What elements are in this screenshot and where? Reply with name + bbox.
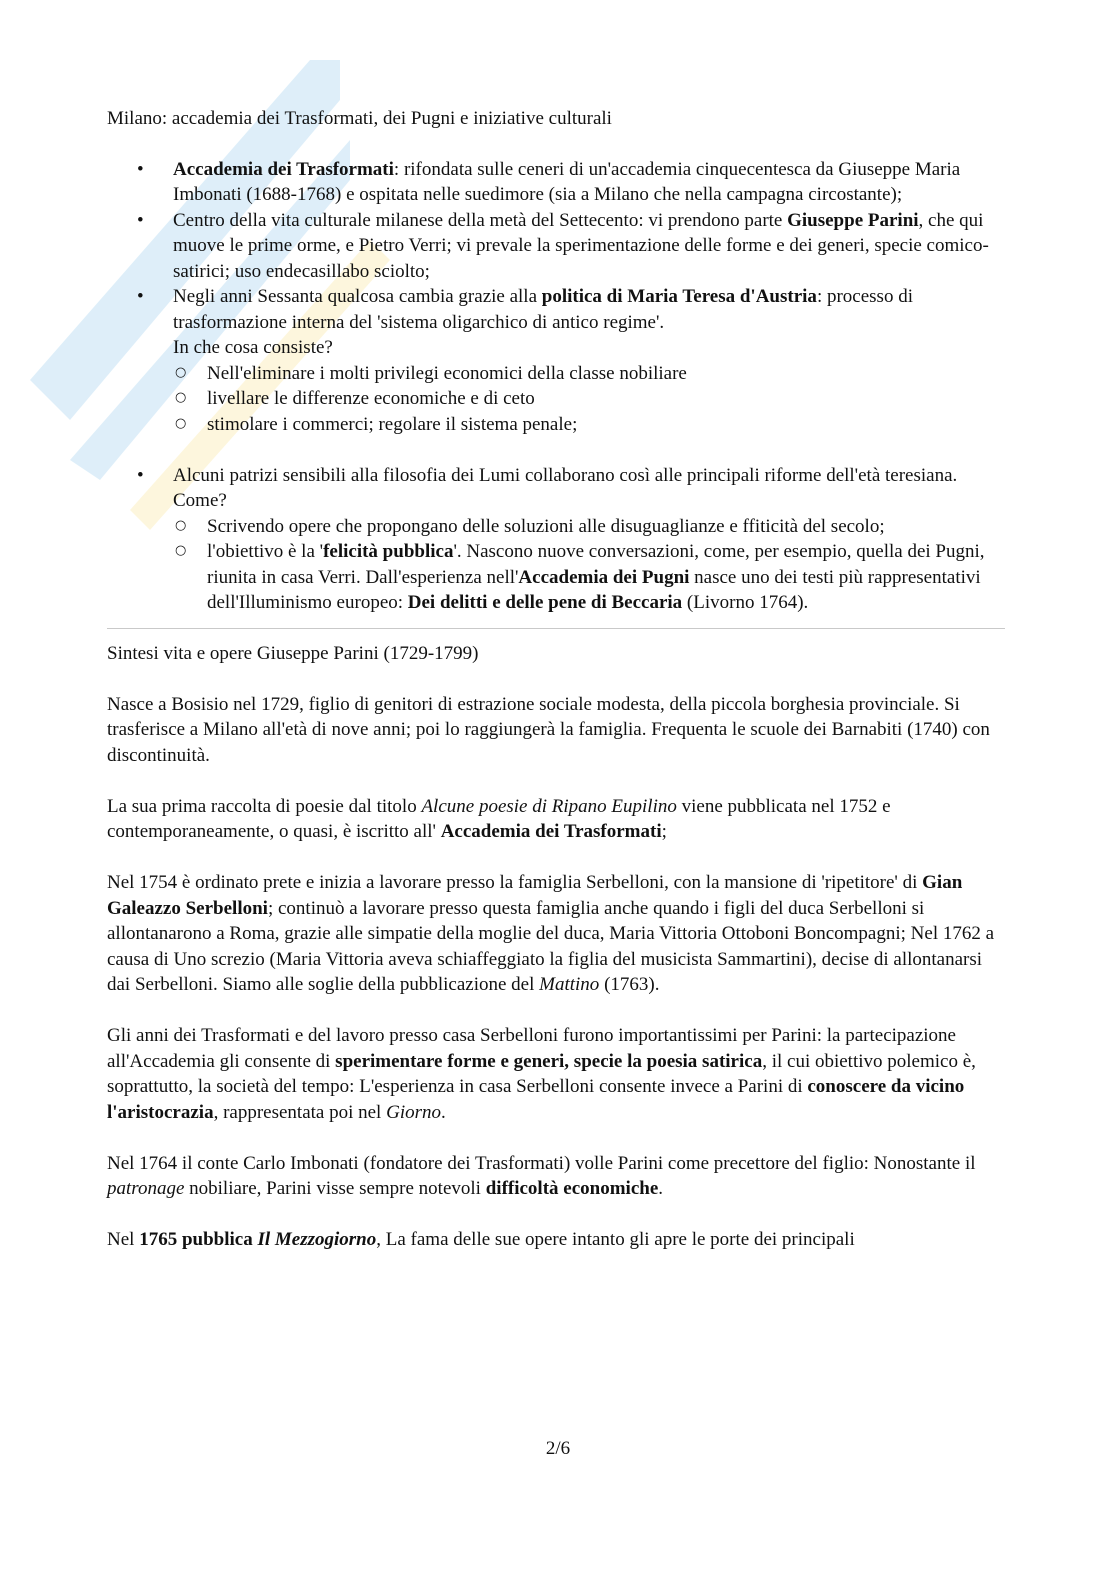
- paragraph-text: ;: [661, 821, 667, 842]
- bold-term: 1765 pubblica: [139, 1229, 258, 1250]
- bullet-item: [107, 463, 1007, 616]
- paragraph-text: Nel: [107, 1229, 140, 1250]
- bullet-text: Alcuni patrizi sensibili alla filosofia dei Lumi collaborano così alle principali riforme dell'età teresiana. Come?: [173, 464, 958, 511]
- bullet-text: : processo di trasformazione interna del 'sistema oligarchico di antico regime'.: [173, 286, 913, 333]
- bullet-text: Centro della vita culturale milanese della metà del Settecento: vi prendono parte: [173, 209, 788, 231]
- paragraph-text: (1763).: [599, 974, 660, 995]
- document-body: [107, 106, 1007, 1253]
- bold-term: Accademia dei Pugni: [518, 566, 690, 588]
- bullet-item: [107, 284, 1007, 463]
- sub-item: ○ stimolare i commerci; regolare il sistema penale;: [173, 412, 1007, 438]
- bold-italic-title: Il Mezzogiorno: [257, 1229, 377, 1250]
- paragraph: Nasce a Bosisio nel 1729, figlio di genitori di estrazione sociale modesta, della piccola borghesia provinciale. Si trasferisce a Milano all'età di nove anni; poi lo raggiungerà la famiglia. Frequenta le scuole dei Barnabiti (1740) con discontinuità.: [107, 693, 990, 766]
- italic-term: patronage: [107, 1178, 185, 1199]
- paragraph-text: ; continuò a lavorare presso questa famiglia anche quando i figli del duca Serbelloni si allontanarono a Roma, grazie alle simpatie della moglie del duca, Maria Vittoria Ottoboni Boncompagni; Nel 1762 a causa di Uno screzio (Maria Vittoria aveva schiaffeggiato la figlia del musicista Sammartini), decise di allontanarsi dai Serbelloni. Siamo alle soglie della pubblicazione del: [107, 897, 995, 995]
- bold-term: difficoltà economiche: [485, 1178, 659, 1199]
- italic-title: Alcune poesie di Ripano Eupilino: [421, 795, 677, 817]
- paragraph: [107, 870, 1007, 998]
- sub-item: ○ livellare le differenze economiche e di ceto: [173, 386, 1007, 412]
- bold-term: politica di Maria Teresa d'Austria: [541, 286, 817, 307]
- italic-title: Giorno: [386, 1101, 441, 1123]
- paragraph-text: Nel 1754 è ordinato prete e inizia a lavorare presso la famiglia Serbelloni, con la mansione di 'ripetitore' di: [107, 872, 923, 893]
- bullet-text: Negli anni Sessanta qualcosa cambia grazie alla: [173, 286, 542, 307]
- section-heading-parini: Sintesi vita e opere Giuseppe Parini (1729-1799): [107, 642, 479, 664]
- bullet-item: [107, 157, 1007, 208]
- paragraph-text: .: [658, 1178, 664, 1199]
- paragraph: [107, 1023, 1007, 1125]
- bullet-text: : rifondata sulle ceneri di un'accademia cinquecentesca da Giuseppe Maria Imbonati (1688-1768) e ospitata nelle suedimore (sia a Milano che nella campagna circostante);: [173, 158, 961, 205]
- bold-term: conoscere da vicino l'aristocrazia: [107, 1076, 965, 1123]
- paragraph-text: , il cui obiettivo polemico è, soprattutto, la società del tempo: L'esperienza in casa Serbelloni consente invece a Parini di: [107, 1050, 976, 1097]
- horizontal-rule: [107, 628, 1005, 629]
- bold-term: Accademia dei Trasformati: [440, 821, 662, 842]
- sub-item: [173, 539, 1007, 616]
- bold-term: Dei delitti e delle pene di Beccaria: [407, 592, 683, 613]
- italic-title: Mattino: [539, 974, 600, 995]
- paragraph-text: .: [441, 1101, 446, 1123]
- section-heading-milano: Milano: accademia dei Trasformati, dei Pugni e iniziative culturali: [107, 108, 612, 129]
- bold-term: Accademia dei Trasformati: [173, 158, 394, 180]
- paragraph: [107, 1227, 1007, 1253]
- bold-term: Giuseppe Parini: [787, 209, 919, 231]
- sub-list: [173, 514, 1007, 616]
- sub-item: ○ Scrivendo opere che propongano delle soluzioni alle disuguaglianze e ffiticità del secolo;: [173, 514, 1007, 540]
- bold-term: Gian Galeazzo Serbelloni: [107, 872, 963, 919]
- bold-term: sperimentare forme e generi, specie la poesia satirica: [335, 1050, 763, 1072]
- sub-text: nasce uno dei testi più rappresentativi dell'Illuminismo europeo:: [207, 566, 981, 613]
- bullet-item: [107, 208, 1007, 285]
- sub-item: ○ Nell'eliminare i molti privilegi economici della classe nobiliare: [173, 361, 1007, 387]
- bold-term: felicità pubblica: [323, 541, 454, 562]
- paragraph-text: Gli anni dei Trasformati e del lavoro presso casa Serbelloni furono importantissimi per Parini: la partecipazione all'Accademia gli consente di: [107, 1025, 956, 1072]
- paragraph: [107, 1151, 1007, 1202]
- paragraph-text: viene pubblicata nel 1752 e contemporaneamente, o quasi, è iscritto all': [107, 795, 891, 842]
- sub-text: (Livorno 1764).: [682, 592, 809, 613]
- bullet-question: In che cosa consiste?: [173, 337, 333, 358]
- paragraph-text: , rappresentata poi nel: [213, 1101, 387, 1123]
- paragraph-text: Nel 1764 il conte Carlo Imbonati (fondatore dei Trasformati) volle Parini come precettore del figlio: Nonostante il: [107, 1152, 976, 1174]
- paragraph-text: , La fama delle sue opere intanto gli apre le porte dei principali: [376, 1229, 855, 1250]
- bullet-text: , che qui muove le prime orme, e Pietro Verri; vi prevale la sperimentazione delle forme e dei generi, specie comico-satirici; uso endecasillabo sciolto;: [173, 209, 989, 282]
- paragraph-text: nobiliare, Parini visse sempre notevoli: [184, 1178, 486, 1199]
- sub-text: '. Nascono nuove conversazioni, come, per esempio, quella dei Pugni, riunita in casa Verri. Dall'esperienza nell': [207, 541, 985, 588]
- sub-text: l'obiettivo è la ': [207, 541, 324, 562]
- paragraph-text: La sua prima raccolta di poesie dal titolo: [107, 795, 422, 817]
- page-number: 2/6: [545, 1438, 571, 1459]
- bullet-list: [107, 157, 1007, 616]
- paragraph: [107, 794, 1007, 845]
- sub-list: [173, 361, 1007, 438]
